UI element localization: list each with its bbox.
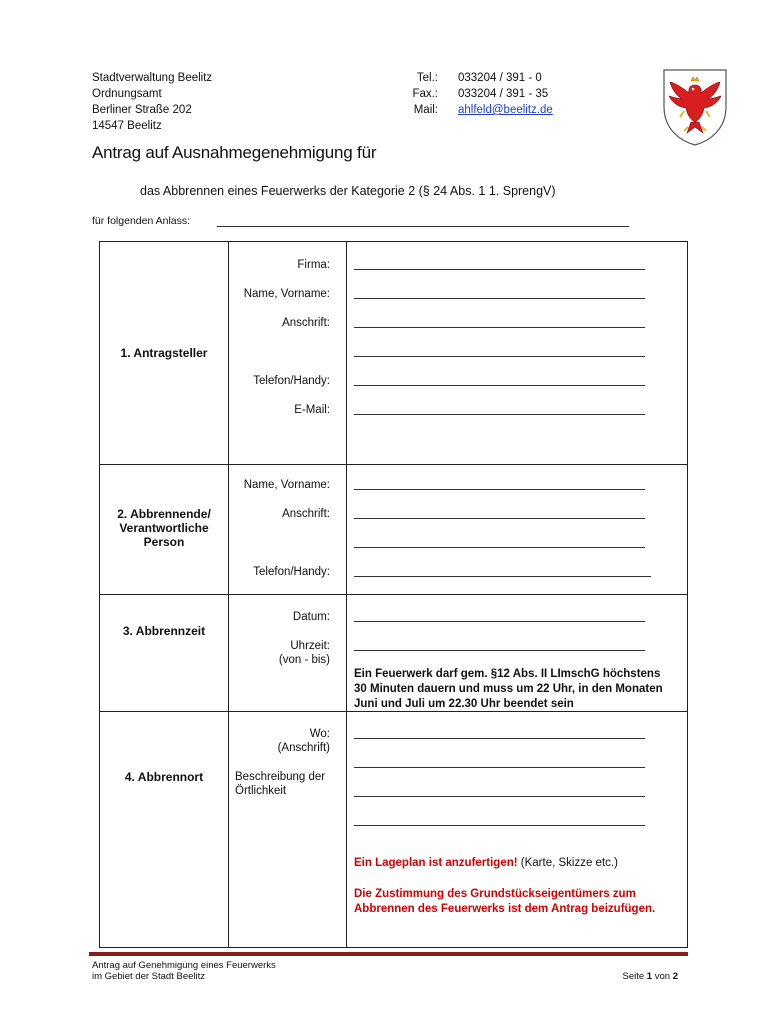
field-label-time: Uhrzeit: [290,640,330,652]
fax-value: 033204 / 391 - 35 [458,88,549,100]
input-name[interactable] [354,489,645,490]
duration-notice [354,667,663,712]
section-title-burn-time: 3. Abbrennzeit [122,624,206,638]
footer-divider [89,952,688,956]
mail-link[interactable]: ahlfeld@beelitz.de [458,104,553,116]
field-label-description [235,770,325,798]
input-location[interactable] [354,738,645,739]
notice-line: Abbrennen des Feuerwerks ist dem Antrag beizufügen. [354,903,656,915]
tel-value: 033204 / 391 - 0 [458,72,542,84]
field-label-name: Name, Vorname: [243,288,330,300]
footer-line: im Gebiet der Stadt Beelitz [92,971,205,982]
section-title-line: Person [143,535,185,549]
site-plan-examples: (Karte, Skizze etc.) [517,857,618,869]
page-number: 1 [646,971,653,982]
sender-address [92,70,212,134]
input-firma[interactable] [354,269,645,270]
section-title-location: 4. Abbrennort [124,770,204,784]
row-divider [100,464,687,465]
input-location-2[interactable] [354,767,645,768]
field-label-address: Anschrift: [282,317,330,329]
input-date[interactable] [354,621,645,622]
input-phone[interactable] [354,576,651,577]
input-address-2[interactable] [354,356,645,357]
page-subtitle: das Abbrennen eines Feuerwerks der Kategorie 2 (§ 24 Abs. 1 1. SprengV) [140,184,556,198]
address-line: 14547 Beelitz [92,120,162,132]
input-description-2[interactable] [354,825,645,826]
footer-line: Antrag auf Genehmigung eines Feuerwerks [92,960,276,971]
row-divider [100,594,687,595]
input-address-1[interactable] [354,518,645,519]
section-title-responsible-person [100,507,228,549]
site-plan-notice [354,857,618,869]
input-phone[interactable] [354,385,645,386]
occasion-field[interactable] [217,226,629,227]
application-form-table [99,241,688,948]
input-time[interactable] [354,650,645,651]
field-label-address: Anschrift: [282,508,330,520]
owner-consent-notice [354,887,655,917]
input-description-1[interactable] [354,796,645,797]
field-label-firma: Firma: [297,259,330,271]
input-email[interactable] [354,414,645,415]
footer-document-name [92,960,276,982]
site-plan-required: Ein Lageplan ist anzufertigen! [354,857,518,869]
label-line: Beschreibung der [235,771,326,783]
field-label-name: Name, Vorname: [243,479,330,491]
label-line: Örtlichkeit [235,785,287,797]
page-title: Antrag auf Ausnahmegenehmigung für [92,143,377,162]
page-indicator [620,971,678,982]
address-line: Ordnungsamt [92,88,162,100]
occasion-label: für folgenden Anlass: [92,215,191,227]
input-name[interactable] [354,298,645,299]
field-label-phone: Telefon/Handy: [253,566,330,578]
field-label-email: E-Mail: [294,404,330,416]
brandenburg-eagle-coat-of-arms-icon [660,67,730,147]
field-label-where: Wo: [309,728,330,740]
field-label-time-range: (von - bis) [278,654,330,666]
tel-label: Tel.: [416,72,438,84]
notice-line: Die Zustimmung des Grundstückseigentümers zum [354,888,636,900]
section-title-line: 2. Abbrennende/ [117,507,211,521]
input-address-1[interactable] [354,327,645,328]
field-label-date: Datum: [292,611,330,623]
section-title-line: Verantwortliche [119,521,209,535]
mail-label: Mail: [413,104,438,116]
page-mid: von [652,971,673,982]
notice-line: Ein Feuerwerk darf gem. §12 Abs. II LImschG höchstens [354,668,661,680]
field-label-address-hint: (Anschrift) [277,742,330,754]
notice-line: 30 Minuten dauern und muss um 22 Uhr, in den Monaten [354,683,663,695]
page-total: 2 [672,971,678,982]
contact-labels [398,70,438,118]
address-line: Stadtverwaltung Beelitz [92,72,213,84]
contact-values [458,70,553,118]
fax-label: Fax.: [412,88,438,100]
page-prefix: Seite [622,971,647,982]
notice-line: Juni und Juli um 22.30 Uhr beendet sein [354,698,574,710]
section-title-applicant: 1. Antragsteller [120,346,208,360]
address-line: Berliner Straße 202 [92,104,192,116]
input-address-2[interactable] [354,547,645,548]
field-label-phone: Telefon/Handy: [253,375,330,387]
